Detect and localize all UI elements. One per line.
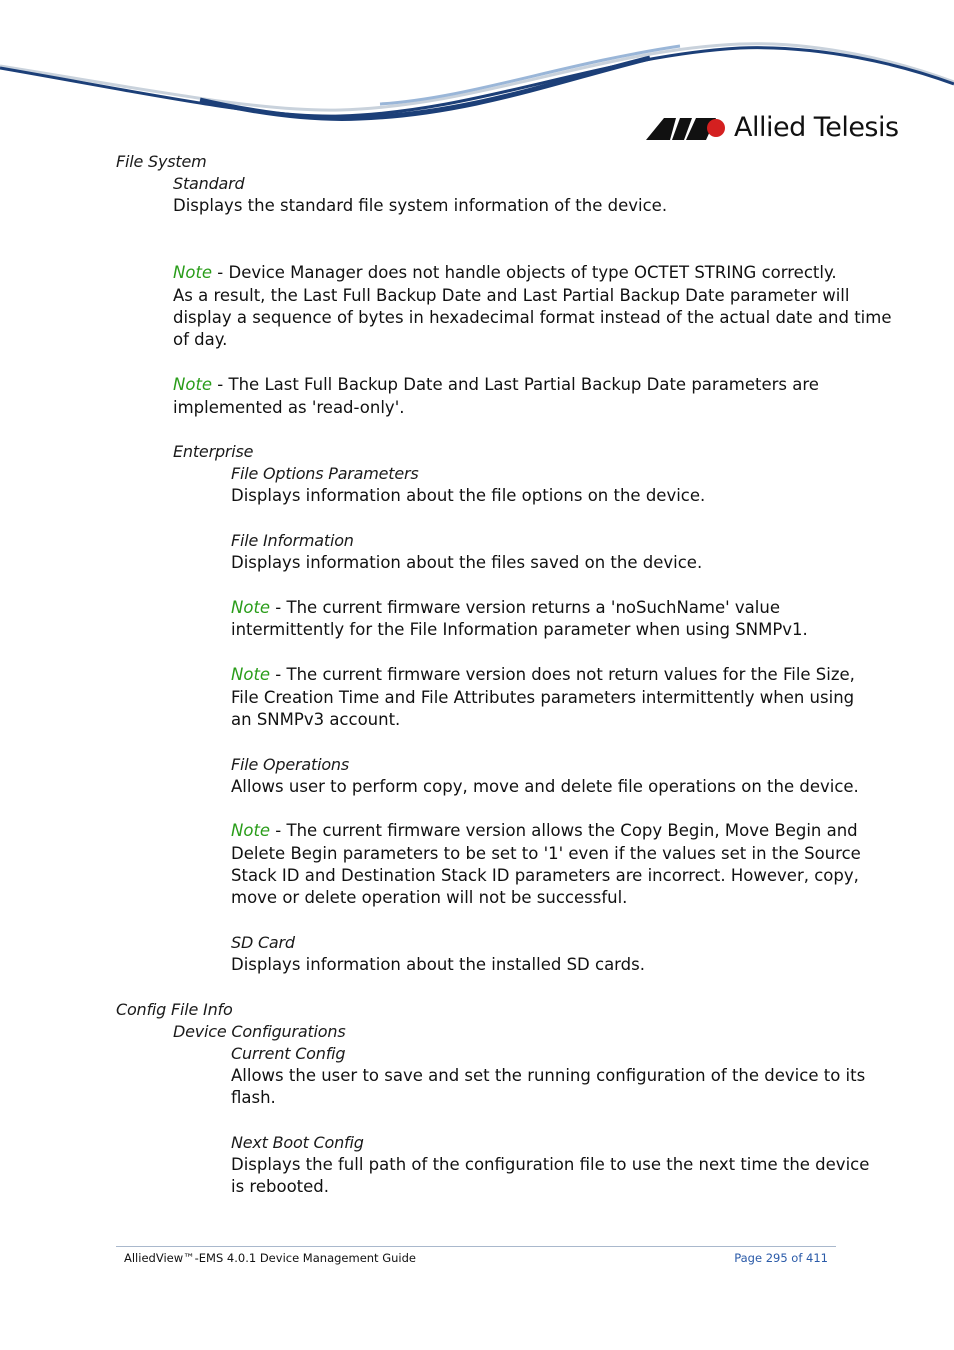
heading-file-system: File System	[116, 152, 207, 171]
heading-current-config: Current Config	[231, 1044, 346, 1063]
note-5-line-4: move or delete operation will not be successful.	[231, 888, 628, 907]
footer-page-number: Page 295 of 411	[734, 1251, 828, 1265]
heading-standard: Standard	[173, 174, 245, 193]
note-1-line-3: display a sequence of bytes in hexadecimal format instead of the actual date and time	[173, 308, 892, 327]
note-label: Note	[231, 665, 271, 684]
note-1-line-2: As a result, the Last Full Backup Date and Last Partial Backup Date parameter will	[173, 286, 850, 305]
allied-telesis-logo-icon	[646, 114, 726, 142]
brand-name: Allied Telesis	[734, 112, 899, 143]
heading-file-options: File Options Parameters	[231, 464, 419, 483]
note-4-line-2: File Creation Time and File Attributes parameters intermittently when using	[231, 688, 855, 707]
file-operations-description: Allows user to perform copy, move and delete file operations on the device.	[231, 777, 859, 796]
note-label: Note	[231, 821, 271, 840]
heading-sd-card: SD Card	[231, 933, 295, 952]
heading-device-configurations: Device Configurations	[173, 1022, 346, 1041]
note-label: Note	[231, 598, 271, 617]
note-3-line-1: Note - The current firmware version returns a 'noSuchName' value	[231, 598, 780, 617]
heading-file-information: File Information	[231, 531, 354, 550]
heading-next-boot-config: Next Boot Config	[231, 1133, 364, 1152]
heading-config-file-info: Config File Info	[116, 1000, 233, 1019]
note-1-line-1: Note - Device Manager does not handle objects of type OCTET STRING correctly.	[173, 263, 837, 282]
current-config-desc-line-1: Allows the user to save and set the running configuration of the device to its	[231, 1066, 866, 1085]
file-information-description: Displays information about the files saved on the device.	[231, 553, 703, 572]
heading-file-operations: File Operations	[231, 755, 349, 774]
note-2-line-2: implemented as 'read-only'.	[173, 398, 405, 417]
note-2-line-1: Note - The Last Full Backup Date and Last Partial Backup Date parameters are	[173, 375, 819, 394]
current-config-desc-line-2: flash.	[231, 1088, 276, 1107]
footer-document-title: AlliedView™-EMS 4.0.1 Device Management Guide	[124, 1251, 416, 1265]
standard-description: Displays the standard file system information of the device.	[173, 196, 668, 215]
brand-logo	[646, 108, 899, 148]
note-1-line-4: of day.	[173, 330, 228, 349]
note-label: Note	[173, 263, 213, 282]
next-boot-config-desc-line-2: is rebooted.	[231, 1177, 330, 1196]
note-label: Note	[173, 375, 213, 394]
note-5-line-2: Delete Begin parameters to be set to '1' even if the values set in the Source	[231, 844, 861, 863]
footer-divider	[116, 1246, 836, 1247]
note-5-line-3: Stack ID and Destination Stack ID parameters are incorrect. However, copy,	[231, 866, 859, 885]
note-5-line-1: Note - The current firmware version allows the Copy Begin, Move Begin and	[231, 821, 858, 840]
note-4-line-3: an SNMPv3 account.	[231, 710, 401, 729]
note-4-line-1: Note - The current firmware version does not return values for the File Size,	[231, 665, 855, 684]
file-options-description: Displays information about the file options on the device.	[231, 486, 706, 505]
next-boot-config-desc-line-1: Displays the full path of the configuration file to use the next time the device	[231, 1155, 870, 1174]
note-3-line-2: intermittently for the File Information parameter when using SNMPv1.	[231, 620, 808, 639]
heading-enterprise: Enterprise	[173, 442, 254, 461]
sd-card-description: Displays information about the installed SD cards.	[231, 955, 645, 974]
